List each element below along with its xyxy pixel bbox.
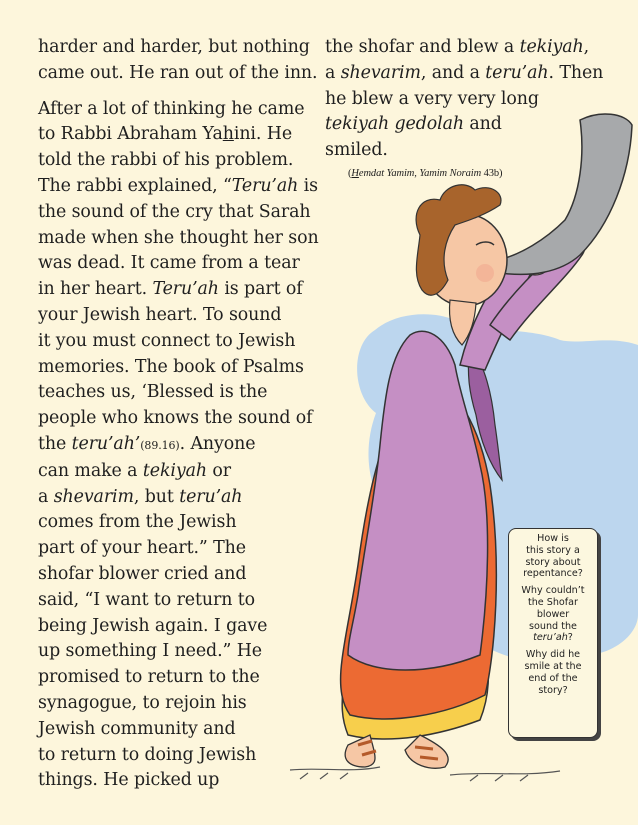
question-line: Why couldn’t <box>521 585 585 597</box>
ground-scribbles <box>290 767 560 781</box>
text-line: teaches us, ‘Blessed is the <box>38 382 268 403</box>
paragraph-1 <box>38 35 328 87</box>
text-line: the teru’ah’(89.16). Anyone <box>38 433 256 454</box>
text-line: up something I need.” He <box>38 641 262 662</box>
italic-term: tekiyah gedolah <box>325 114 464 135</box>
text-line: it you must connect to Jewish <box>38 330 296 351</box>
text-line: in her heart. Teru’ah is part of <box>38 279 303 300</box>
text-line: The rabbi explained, “Teru’ah is <box>38 175 318 196</box>
question-line: blower <box>536 608 570 620</box>
left-sandal <box>345 735 375 767</box>
text-line: was dead. It came from a tear <box>38 253 300 274</box>
question-line: end of the <box>528 672 578 684</box>
text-line: comes from the Jewish <box>38 512 237 533</box>
citation-open: ( <box>348 168 352 179</box>
text-line: the sound of the cry that Sarah <box>38 201 311 222</box>
text-line: After a lot of thinking he came <box>38 98 305 119</box>
italic-term: Teru’ah <box>231 175 299 196</box>
question-line: How is <box>537 533 569 544</box>
citation-source: emdat Yamim, Yamim Noraim <box>358 168 482 179</box>
discussion-question-2 <box>512 585 594 644</box>
question-line: Why did he <box>525 649 581 661</box>
underlined-letter: h <box>222 124 234 145</box>
question-line: teru’ah? <box>533 632 573 644</box>
italic-term: teru’ah <box>179 486 243 507</box>
text-line: tekiyah gedolah and <box>325 114 502 135</box>
text-line: to Rabbi Abraham Yahini. He <box>38 124 293 145</box>
citation-source-initial: H <box>351 168 359 179</box>
question-line: this story a <box>526 544 580 556</box>
text-line: he blew a very very long <box>325 88 539 109</box>
text-line: said, “I want to return to <box>38 589 255 610</box>
text-line: can make a tekiyah or <box>38 460 231 481</box>
italic-term: tekiyah <box>142 460 207 481</box>
text-line: made when she thought her son <box>38 227 319 248</box>
text-line: harder and harder, but nothing <box>38 37 310 57</box>
italic-term: tekiyah <box>519 37 584 57</box>
text-line: a shevarim, but teru’ah <box>38 486 243 507</box>
text-line: synagogue, to rejoin his <box>38 692 247 713</box>
question-line: repentance? <box>523 568 583 580</box>
shofar-horn <box>498 114 632 274</box>
question-line: story? <box>538 684 568 696</box>
discussion-questions-box <box>508 528 598 738</box>
italic-term: shevarim <box>340 62 421 83</box>
question-line: the Shofar <box>527 596 579 608</box>
text-line: to return to doing Jewish <box>38 744 257 765</box>
text-line: Jewish community and <box>38 718 236 739</box>
citation-ref: 43b) <box>481 168 503 179</box>
italic-term: Teru’ah <box>152 279 219 300</box>
text-line: being Jewish again. I gave <box>38 615 268 636</box>
text-line: the shofar and blew a tekiyah, <box>325 37 590 57</box>
text-line: promised to return to the <box>38 667 260 688</box>
question-line: sound the <box>529 620 577 632</box>
right-sandal <box>405 735 448 768</box>
text-line: came out. He ran out of the inn. <box>38 62 318 83</box>
italic-term: teru’ah’ <box>71 433 141 454</box>
question-line: story about <box>525 556 581 568</box>
discussion-question-1 <box>512 533 594 580</box>
text-line: memories. The book of Psalms <box>38 356 304 377</box>
text-line: your Jewish heart. To sound <box>38 304 282 325</box>
verse-reference: (89.16) <box>140 438 180 452</box>
cheek <box>476 264 494 282</box>
italic-term: teru’ah <box>533 632 568 644</box>
text-line: people who knows the sound of <box>38 408 313 429</box>
italic-term: shevarim <box>53 486 134 507</box>
italic-term: teru’ah <box>485 62 549 83</box>
text-line: things. He picked up <box>38 770 220 791</box>
text-line: a shevarim, and a teru’ah. Then <box>325 62 604 83</box>
text-line: part of your heart.” The <box>38 538 246 559</box>
text-line: shofar blower cried and <box>38 563 247 584</box>
text-line: smiled. <box>325 140 388 161</box>
question-line: smile at the <box>524 660 582 672</box>
text-line: told the rabbi of his problem. <box>38 150 294 171</box>
discussion-question-3 <box>512 649 594 696</box>
